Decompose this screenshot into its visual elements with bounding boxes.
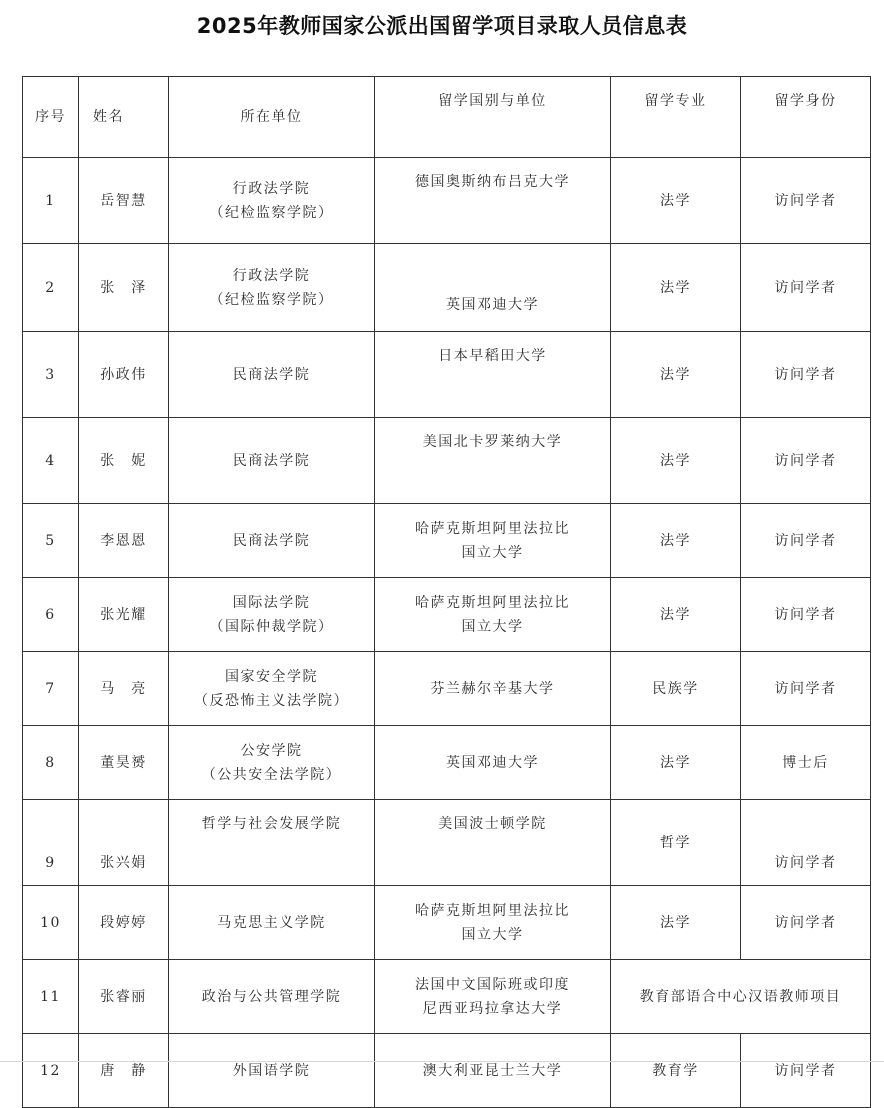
row-unit: 哲学与社会发展学院 [169, 800, 375, 886]
row-major: 法学 [611, 418, 741, 504]
row-status: 博士后 [741, 726, 871, 800]
row-status: 访问学者 [741, 332, 871, 418]
table-row [23, 418, 871, 504]
row-name: 段婷婷 [79, 886, 169, 960]
row-unit: 外国语学院 [169, 1034, 375, 1108]
row-major: 法学 [611, 886, 741, 960]
column-header-number: 序号 [23, 77, 79, 158]
row-major: 法学 [611, 578, 741, 652]
admission-info-table [22, 76, 871, 1108]
column-header-name: 姓名 [79, 77, 169, 158]
row-major: 法学 [611, 726, 741, 800]
row-name: 董昊赟 [79, 726, 169, 800]
row-destination: 美国北卡罗莱纳大学 [375, 418, 611, 504]
row-destination: 澳大利亚昆士兰大学 [375, 1034, 611, 1108]
row-number: 9 [23, 800, 79, 886]
row-number: 7 [23, 652, 79, 726]
table-row [23, 652, 871, 726]
table-row [23, 504, 871, 578]
row-destination: 哈萨克斯坦阿里法拉比 国立大学 [375, 504, 611, 578]
row-number: 8 [23, 726, 79, 800]
row-number: 10 [23, 886, 79, 960]
row-name: 李恩恩 [79, 504, 169, 578]
row-number: 6 [23, 578, 79, 652]
row-number: 1 [23, 158, 79, 244]
row-major: 教育学 [611, 1034, 741, 1108]
row-destination: 哈萨克斯坦阿里法拉比 国立大学 [375, 578, 611, 652]
row-status: 访问学者 [741, 886, 871, 960]
row-number: 5 [23, 504, 79, 578]
column-header-destination: 留学国别与单位 [375, 77, 611, 158]
row-major: 法学 [611, 244, 741, 332]
column-header-major: 留学专业 [611, 77, 741, 158]
row-major: 民族学 [611, 652, 741, 726]
row-destination: 德国奥斯纳布吕克大学 [375, 158, 611, 244]
row-unit: 政治与公共管理学院 [169, 960, 375, 1034]
row-status: 访问学者 [741, 504, 871, 578]
row-number: 3 [23, 332, 79, 418]
row-status: 访问学者 [741, 1034, 871, 1108]
row-major: 法学 [611, 332, 741, 418]
row-destination: 芬兰赫尔辛基大学 [375, 652, 611, 726]
row-name: 唐 静 [79, 1034, 169, 1108]
row-status: 访问学者 [741, 418, 871, 504]
row-name: 张 妮 [79, 418, 169, 504]
row-major: 法学 [611, 504, 741, 578]
table-row [23, 1034, 871, 1108]
row-number: 2 [23, 244, 79, 332]
row-destination: 法国中文国际班或印度 尼西亚玛拉拿达大学 [375, 960, 611, 1034]
row-number: 12 [23, 1034, 79, 1108]
row-unit: 民商法学院 [169, 504, 375, 578]
row-destination: 英国邓迪大学 [375, 726, 611, 800]
page-bottom-divider [0, 1061, 884, 1062]
row-name: 张睿丽 [79, 960, 169, 1034]
table-row [23, 886, 871, 960]
row-destination: 英国邓迪大学 [375, 244, 611, 332]
row-destination: 日本早稻田大学 [375, 332, 611, 418]
row-status: 访问学者 [741, 800, 871, 886]
row-name: 张兴娟 [79, 800, 169, 886]
row-status: 访问学者 [741, 652, 871, 726]
row-unit: 公安学院 （公共安全法学院） [169, 726, 375, 800]
table-row [23, 800, 871, 886]
row-major: 法学 [611, 158, 741, 244]
row-name: 孙政伟 [79, 332, 169, 418]
row-status: 访问学者 [741, 244, 871, 332]
table-row [23, 158, 871, 244]
row-status: 访问学者 [741, 158, 871, 244]
table-row [23, 332, 871, 418]
row-unit: 民商法学院 [169, 332, 375, 418]
table-row [23, 244, 871, 332]
row-name: 张光耀 [79, 578, 169, 652]
row-unit: 国际法学院 （国际仲裁学院） [169, 578, 375, 652]
table-header-row [23, 77, 871, 158]
row-unit: 民商法学院 [169, 418, 375, 504]
page-title: 2025年教师国家公派出国留学项目录取人员信息表 [196, 14, 688, 38]
column-header-unit: 所在单位 [169, 77, 375, 158]
row-major-status-merged: 教育部语合中心汉语教师项目 [611, 960, 871, 1034]
row-destination: 美国波士顿学院 [375, 800, 611, 886]
row-unit: 行政法学院 （纪检监察学院） [169, 244, 375, 332]
row-number: 11 [23, 960, 79, 1034]
row-name: 岳智慧 [79, 158, 169, 244]
row-major: 哲学 [611, 800, 741, 886]
table-row [23, 578, 871, 652]
row-destination: 哈萨克斯坦阿里法拉比 国立大学 [375, 886, 611, 960]
row-name: 马 亮 [79, 652, 169, 726]
table-row [23, 960, 871, 1034]
column-header-status: 留学身份 [741, 77, 871, 158]
row-name: 张 泽 [79, 244, 169, 332]
row-status: 访问学者 [741, 578, 871, 652]
row-unit: 国家安全学院 （反恐怖主义法学院） [169, 652, 375, 726]
table-row [23, 726, 871, 800]
row-number: 4 [23, 418, 79, 504]
row-unit: 行政法学院 （纪检监察学院） [169, 158, 375, 244]
row-unit: 马克思主义学院 [169, 886, 375, 960]
